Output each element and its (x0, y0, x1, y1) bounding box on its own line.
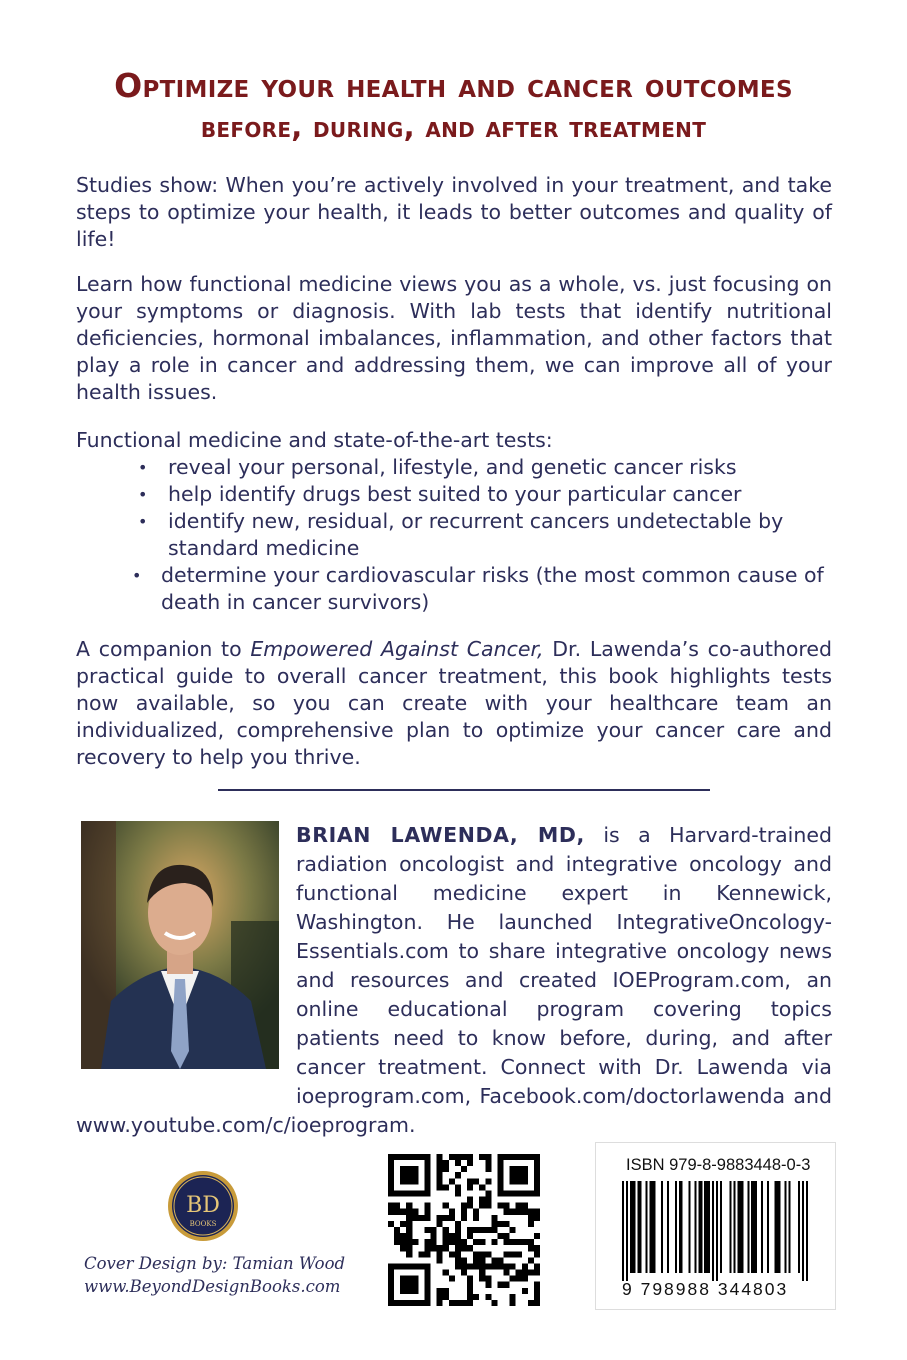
bullet-item: • determine your cardiovascular risks (the most common cause of death in cancer survivors) (132, 563, 824, 614)
section-divider (218, 789, 710, 791)
bullet-item: • reveal your personal, lifestyle, and genetic cancer risks (138, 455, 737, 479)
qr-code (388, 1153, 540, 1307)
logo-monogram: BD (186, 1193, 220, 1218)
bullet-item: • help identify drugs best suited to your particular cancer (138, 482, 742, 506)
functional-medicine-paragraph: Learn how functional medicine views you as a whole, vs. just focusing on your symptoms or diagnosis. With lab tests that identify nutritional deficiencies, hormonal imbalances, inflammation, and other factors that play a role in cancer and addressing them, we can improve all of your health issues. (76, 272, 832, 404)
author-name: BRIAN LAWENDA, MD, (296, 823, 585, 847)
tests-intro: Functional medicine and state-of-the-art tests: (76, 428, 553, 452)
book-title: Empowered Against Cancer, (250, 637, 544, 661)
bullet-icon: • (138, 512, 148, 531)
bullet-item: • identify new, residual, or recurrent cancers undetectable by standard medicine (138, 509, 784, 560)
isbn-label: ISBN 979-8-9883448-0-3 (626, 1156, 811, 1174)
companion-paragraph: A companion to Empowered Against Cancer, Dr. Lawenda’s co-authored practical guide to overall cancer treatment, this book highlights tests now available, so you can create with your healthcare team an individualized, comprehensive plan to optimize your cancer care and recovery to help you thrive. (76, 637, 832, 769)
bullet-icon: • (138, 458, 148, 477)
tests-bullet-list (76, 454, 832, 616)
publisher-logo (167, 1170, 239, 1242)
cover-design-credit: Cover Design by: Tamian Wood (84, 1254, 346, 1273)
ean-number: 9 798988 344803 (622, 1279, 789, 1299)
bullet-icon: • (132, 566, 142, 585)
isbn-barcode (622, 1181, 808, 1281)
publisher-website: www.BeyondDesignBooks.com (84, 1277, 341, 1296)
logo-label: BOOKS (189, 1220, 217, 1228)
bullet-icon: • (138, 485, 148, 504)
heading-line-1: Optimize your health and cancer outcomes (114, 66, 793, 105)
author-bio: BRIAN LAWENDA, MD, is a Harvard-trained radiation oncologist and integrative oncology and functional medicine expert in Kennewick, Washington. He launched IntegrativeOncology-Essentials.com to share integrative oncology news and resources and created IOEProgram.com, an online educational program covering topics patients need to know before, during, and after cancer treatment. Connect with Dr. Lawenda via ioeprogram.com, Facebook.com/doctorlawenda and www.youtube.com/c/ioeprogram. (76, 823, 832, 1137)
intro-paragraph: Studies show: When you’re actively involved in your treatment, and take steps to optimize your health, it leads to better outcomes and quality of life! (76, 173, 832, 251)
heading-line-2: before, during, and after treatment (200, 110, 707, 144)
